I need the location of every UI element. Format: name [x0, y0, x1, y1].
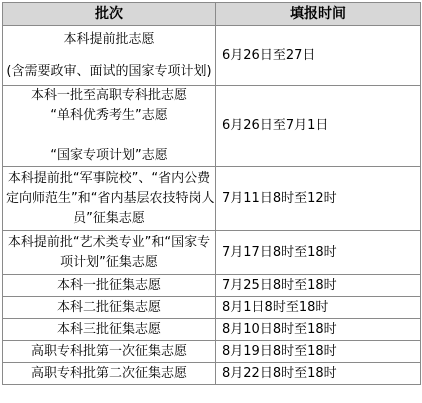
batch-line: 项计划”征集志愿: [60, 254, 158, 270]
batch-cell: 高职专科批第二次征集志愿: [3, 363, 216, 385]
header-batch: 批次: [3, 3, 216, 26]
header-row: [3, 3, 421, 26]
table-row: [3, 231, 421, 275]
batch-line: 员”征集志愿: [73, 210, 145, 226]
table-row: [3, 26, 421, 86]
time-cell: 8月22日8时至18时: [216, 363, 421, 385]
time-cell: 8月10日8时至18时: [216, 319, 421, 341]
table-row: [3, 86, 421, 167]
header-time: 填报时间: [216, 3, 421, 26]
batch-line: “国家专项计划”志愿: [50, 148, 168, 163]
time-cell: 7月17日8时至18时: [216, 231, 421, 275]
batch-cell: 本科三批征集志愿: [3, 319, 216, 341]
batch-cell: [3, 231, 216, 275]
batch-line: 定向师范生”和“省内基层农技特岗人: [6, 190, 215, 206]
time-cell: 7月25日8时至18时: [216, 275, 421, 297]
batch-line: 本科一批至高职专科批志愿: [30, 88, 187, 103]
table-row: [3, 341, 421, 363]
time-cell: 7月11日8时至12时: [216, 167, 421, 231]
time-cell: 6月26日至7月1日: [216, 86, 421, 167]
batch-cell: 高职专科批第一次征集志愿: [3, 341, 216, 363]
batch-cell: 本科一批征集志愿: [3, 275, 216, 297]
batch-cell: 本科二批征集志愿: [3, 297, 216, 319]
table-row: [3, 167, 421, 231]
batch-line: 本科提前批“军事院校”、“省内公费: [7, 170, 211, 186]
batch-line: 本科提前批“艺术类专业”和“国家专: [7, 234, 211, 250]
table-row: [3, 275, 421, 297]
batch-line: 本科提前批志愿: [63, 31, 155, 47]
table-row: [3, 363, 421, 385]
time-cell: 8月19日8时至18时: [216, 341, 421, 363]
batch-cell: [3, 167, 216, 231]
batch-line: “单科优秀考生”志愿: [50, 108, 168, 123]
schedule-table: [2, 2, 421, 385]
table-row: [3, 319, 421, 341]
batch-cell: [3, 26, 216, 86]
time-cell: 8月1日8时至18时: [216, 297, 421, 319]
table-row: [3, 297, 421, 319]
batch-cell: [3, 86, 216, 167]
batch-line: (含需要政审、面试的国家专项计划): [6, 63, 212, 79]
time-cell: 6月26日至27日: [216, 26, 421, 86]
